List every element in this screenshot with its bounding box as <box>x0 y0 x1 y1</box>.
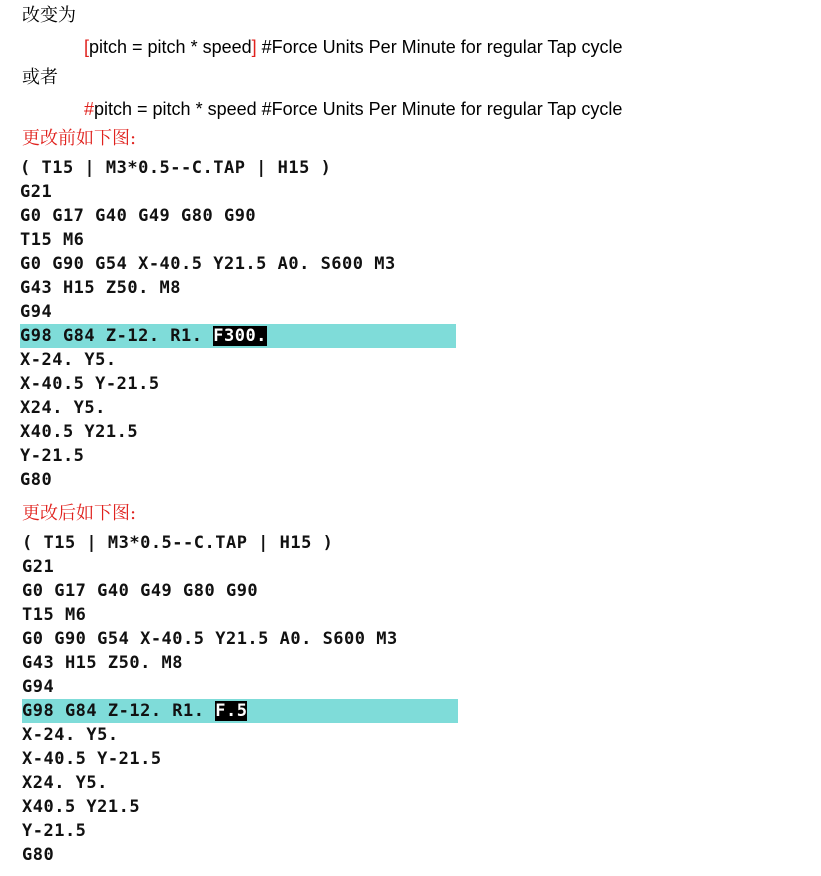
code-block-before <box>20 156 456 492</box>
hash-symbol: # <box>84 99 95 119</box>
option-2-line <box>84 98 622 120</box>
heading-change-to: 改变为 <box>22 5 76 26</box>
code-line: T15 M6 <box>20 230 85 250</box>
heading-or: 或者 <box>22 67 58 88</box>
code-line: G80 <box>22 845 55 865</box>
code-line: X40.5 Y21.5 <box>22 797 141 817</box>
code-line: Y-21.5 <box>22 821 87 841</box>
code-line: X-40.5 Y-21.5 <box>22 749 162 769</box>
code-line: ( T15 | M3*0.5--C.TAP | H15 ) <box>22 533 334 553</box>
selected-feed-value: F300. <box>213 326 267 346</box>
code-line: X-24. Y5. <box>22 725 119 745</box>
close-bracket: ] <box>251 37 257 57</box>
highlighted-code-line <box>22 699 458 723</box>
code-line: G43 H15 Z50. M8 <box>20 278 182 298</box>
code-line: X-40.5 Y-21.5 <box>20 374 160 394</box>
code-line: G0 G90 G54 X-40.5 Y21.5 A0. S600 M3 <box>22 629 398 649</box>
code-line: G21 <box>20 182 53 202</box>
selected-feed-value: F.5 <box>215 701 248 721</box>
option-1-line <box>84 36 622 58</box>
code-line-text: G98 G84 Z-12. R1. <box>20 326 214 346</box>
highlighted-code-line <box>20 324 456 348</box>
code-line: G0 G90 G54 X-40.5 Y21.5 A0. S600 M3 <box>20 254 396 274</box>
code-line: X24. Y5. <box>20 398 106 418</box>
code-line: Y-21.5 <box>20 446 85 466</box>
code-line: G0 G17 G40 G49 G80 G90 <box>20 206 257 226</box>
code-line: X24. Y5. <box>22 773 108 793</box>
code-line: ( T15 | M3*0.5--C.TAP | H15 ) <box>20 158 332 178</box>
before-label: 更改前如下图: <box>22 128 137 149</box>
after-label: 更改后如下图: <box>22 503 137 524</box>
code-line: X40.5 Y21.5 <box>20 422 139 442</box>
option-2-code: pitch = pitch * speed #Force Units Per Minute for regular Tap cycle <box>94 99 623 119</box>
option-1-comment: #Force Units Per Minute for regular Tap cycle <box>256 37 623 57</box>
code-line: T15 M6 <box>22 605 87 625</box>
code-block-after <box>22 531 458 867</box>
code-line: G43 H15 Z50. M8 <box>22 653 184 673</box>
code-line: X-24. Y5. <box>20 350 117 370</box>
option-1-code: pitch = pitch * speed <box>89 37 252 57</box>
code-line: G94 <box>20 302 53 322</box>
code-line: G0 G17 G40 G49 G80 G90 <box>22 581 259 601</box>
code-line-text: G98 G84 Z-12. R1. <box>22 701 216 721</box>
code-line: G21 <box>22 557 55 577</box>
code-line: G80 <box>20 470 53 490</box>
open-bracket: [ <box>84 37 90 57</box>
code-line: G94 <box>22 677 55 697</box>
